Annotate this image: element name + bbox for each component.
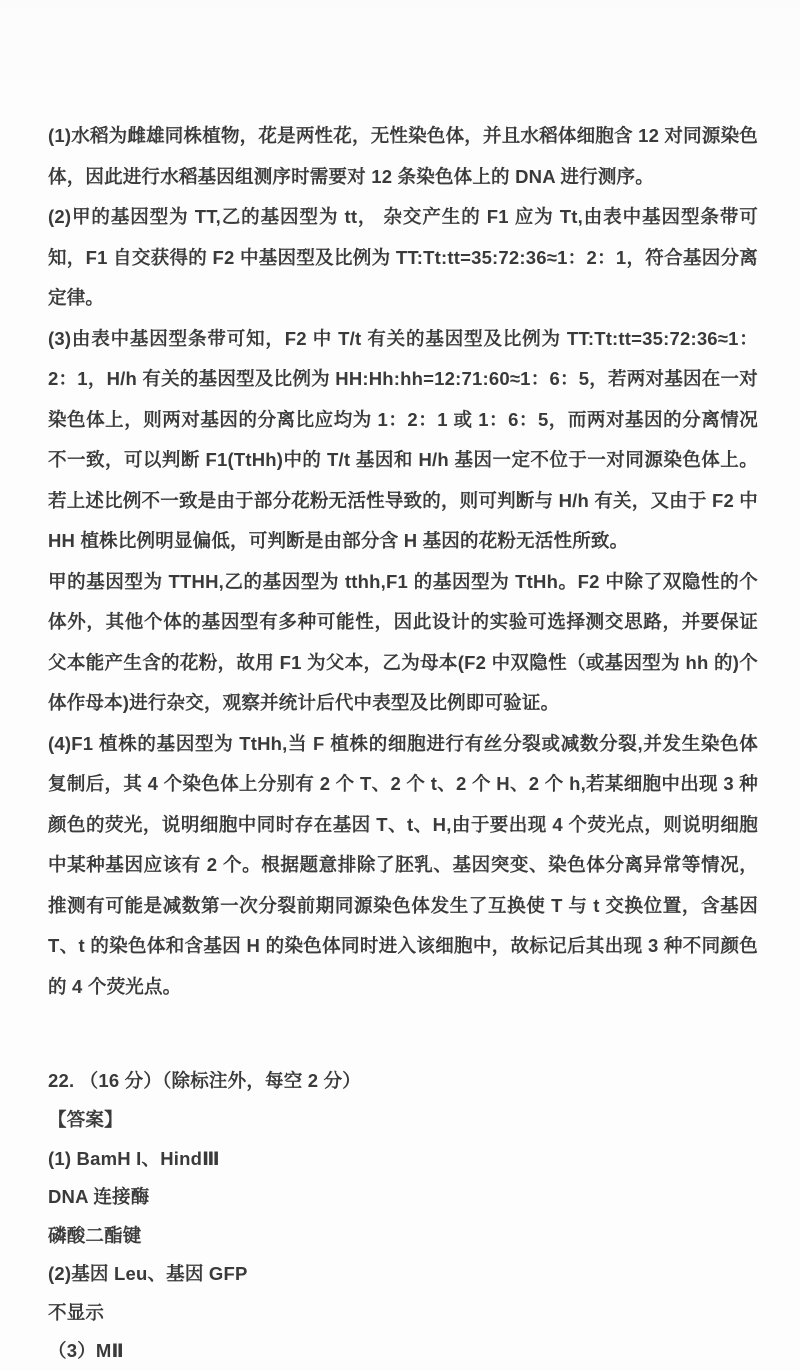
question-22-heading: 22. （16 分）（除标注外，每空 2 分） [48, 1070, 361, 1091]
answer22-line-1: (1) BamH I、HindⅢ [48, 1147, 220, 1169]
answer-label: 【答案】 [48, 1109, 123, 1130]
answer-section-question-21 [48, 116, 758, 1007]
answer22-line-4: (2)基因 Leu、基因 GFP [48, 1263, 248, 1284]
answer22-line-2: DNA 连接酶 [48, 1186, 150, 1207]
answer21-paragraph-4: 甲的基因型为 TTHH,乙的基因型为 tthh,F1 的基因型为 TtHh。F2 中除了双隐性的个体外，其他个体的基因型有多种可能性，因此设计的实验可选择测交思路，并要保证父本能产生含的花粉，故用 F1 为父本，乙为母本(F2 中双隐性（或基因型为 hh 的)个体作母本)进行杂交，观察并统计后代中表型及比例即可验证。 [48, 570, 758, 713]
answer22-line-5: 不显示 [48, 1301, 105, 1323]
answer21-paragraph-3: (3)由表中基因型条带可知，F2 中 T/t 有关的基因型及比例为 TT:Tt:tt=35:72:36≈1：2：1，H/h 有关的基因型及比例为 HH:Hh:hh=12:71:60≈1：6：5，若两对基因在一对染色体上，则两对基因的分离比应均为 1：2：1 或 1：6：5，而两对基因的分离情况不一致，可以判断 F1(TtHh)中的 T/t 基因和 H/h 基因一定不位于一对同源染色体上。若上述比例不一致是由于部分花粉无活性导致的，则可判断与 H/h 有关，又由于 F2 中 HH 植株比例明显偏低，可判断是由部分含 H 基因的花粉无活性所致。 [48, 327, 758, 551]
answer21-paragraph-2: (2)甲的基因型为 TT,乙的基因型为 tt， 杂交产生的 F1 应为 Tt,由表中基因型条带可知，F1 自交获得的 F2 中基因型及比例为 TT:Tt:tt=35:72:36≈1：2：1，符合基因分离定律。 [48, 206, 758, 308]
answer22-line-3: 磷酸二酯键 [48, 1224, 142, 1246]
answer-section-question-22 [48, 1061, 758, 1371]
answer22-line-6: （3）MⅡ [48, 1340, 124, 1361]
answer21-paragraph-5: (4)F1 植株的基因型为 TtHh,当 F 植株的细胞进行有丝分裂或减数分裂,并发生染色体复制后，其 4 个染色体上分别有 2 个 T、2 个 t、2 个 H、2 个 h,若某细胞中出现 3 种颜色的荧光，说明细胞中同时存在基因 T、t、H,由于要出现 4 个荧光点，则说明细胞中某种基因应该有 2 个。根据题意排除了胚乳、基因突变、染色体分离异常等情况，推测有可能是减数第一次分裂前期同源染色体发生了互换使 T 与 t 交换位置，含基因 T、t 的染色体和含基因 H 的染色体同时进入该细胞中，故标记后其出现 3 种不同颜色的 4 个荧光点。 [48, 732, 758, 997]
answer21-paragraph-1: (1)水稻为雌雄同株植物，花是两性花，无性染色体，并且水稻体细胞含 12 对同源染色体，因此进行水稻基因组测序时需要对 12 条染色体上的 DNA 进行测序。 [48, 125, 758, 187]
